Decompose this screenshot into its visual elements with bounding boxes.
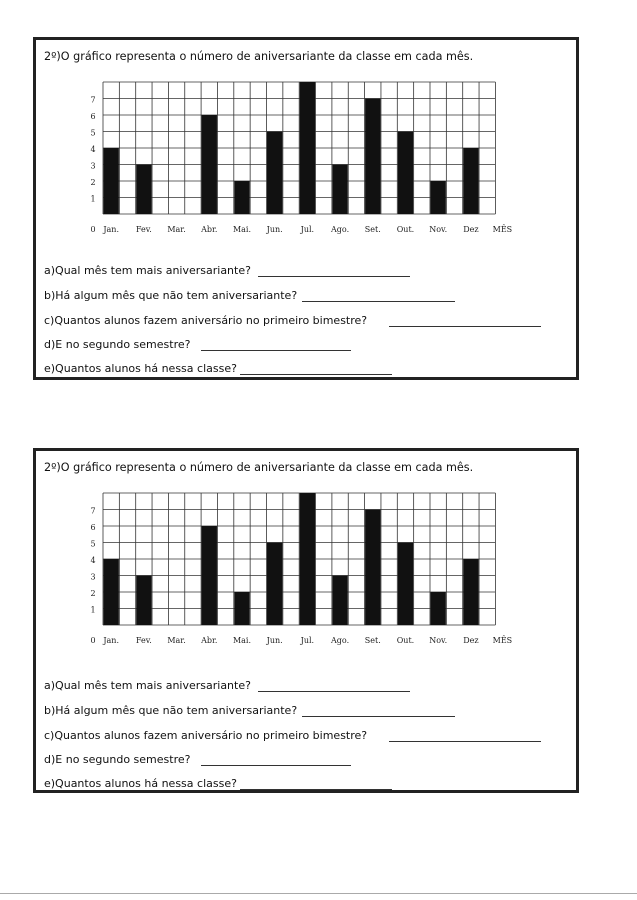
x-tick-label: Mai. [232, 636, 252, 645]
origin-label: 0 [90, 636, 96, 645]
y-tick-label: 4 [90, 145, 96, 154]
x-tick-label: Jun. [266, 636, 283, 645]
exercise-card-1 [33, 37, 579, 380]
x-tick-label: Jul. [300, 225, 315, 234]
exercise-card-2 [33, 448, 579, 793]
y-tick-label: 5 [90, 128, 96, 138]
bar-fev [136, 576, 151, 626]
page-bottom-rule [0, 893, 637, 894]
bar-dez [463, 148, 478, 214]
bar-jan [104, 148, 119, 214]
bar-nov [431, 181, 446, 214]
y-tick-label: 2 [90, 589, 96, 598]
bar-out [398, 543, 413, 626]
x-tick-label: Jan. [103, 225, 120, 234]
question-d: d)E no segundo semestre? [44, 338, 191, 351]
answer-line-e[interactable] [240, 374, 392, 375]
y-tick-label: 4 [90, 556, 96, 565]
exercise-title: 2º)O gráfico representa o número de aniversariante da classe em cada mês. [44, 50, 474, 63]
answer-line-a[interactable] [258, 276, 410, 277]
bar-dez [463, 559, 478, 625]
x-tick-label: Abr. [201, 225, 218, 234]
y-tick-label: 5 [90, 539, 96, 549]
y-tick-label: 7 [90, 95, 96, 105]
question-c: c)Quantos alunos fazem aniversário no primeiro bimestre? [44, 314, 368, 327]
x-tick-label: Fev. [135, 636, 152, 645]
bar-mai [234, 181, 249, 214]
question-e: e)Quantos alunos há nessa classe? [44, 362, 237, 375]
bar-ago [332, 576, 347, 626]
answer-line-c[interactable] [389, 741, 541, 742]
answer-line-d[interactable] [201, 765, 351, 766]
x-tick-label: Jan. [103, 636, 120, 645]
bar-nov [431, 592, 446, 625]
x-tick-label: Jul. [300, 636, 315, 645]
x-tick-label: Ago. [331, 225, 350, 234]
x-tick-label: Nov. [429, 636, 448, 645]
answer-line-e[interactable] [240, 789, 392, 790]
answer-line-a[interactable] [258, 691, 410, 692]
question-b: b)Há algum mês que não tem aniversariante? [44, 704, 298, 717]
answer-line-b[interactable] [302, 716, 455, 717]
y-tick-label: 3 [90, 161, 96, 171]
question-c: c)Quantos alunos fazem aniversário no primeiro bimestre? [44, 729, 368, 742]
x-tick-label: Set. [364, 636, 381, 645]
x-tick-label: Ago. [331, 636, 350, 645]
origin-label: 0 [90, 225, 96, 234]
bar-jun [267, 543, 282, 626]
question-b: b)Há algum mês que não tem aniversariante? [44, 289, 298, 302]
bar-out [398, 132, 413, 215]
x-tick-label: Fev. [135, 225, 152, 234]
bar-jul [300, 82, 315, 214]
y-tick-label: 6 [90, 523, 96, 532]
x-tick-label: Set. [364, 225, 381, 234]
x-tick-label: Jun. [266, 225, 283, 234]
y-tick-label: 1 [90, 194, 96, 204]
y-tick-label: 1 [90, 605, 96, 615]
question-e: e)Quantos alunos há nessa classe? [44, 777, 237, 790]
x-tick-label: Dez [463, 225, 479, 234]
bar-ago [332, 165, 347, 215]
birthday-bar-chart [36, 481, 576, 651]
bar-mai [234, 592, 249, 625]
question-a: a)Qual mês tem mais aniversariante? [44, 679, 251, 692]
bar-set [365, 510, 380, 626]
y-tick-label: 3 [90, 572, 96, 582]
bar-jul [300, 493, 315, 625]
x-tick-label: Mar. [167, 636, 186, 645]
answer-line-c[interactable] [389, 326, 541, 327]
answer-line-b[interactable] [302, 301, 455, 302]
x-tick-label: Mai. [232, 225, 252, 234]
question-a: a)Qual mês tem mais aniversariante? [44, 264, 251, 277]
x-axis-label: MÊS [492, 636, 513, 645]
y-tick-label: 7 [90, 506, 96, 516]
bar-abr [202, 115, 217, 214]
x-tick-label: Abr. [201, 636, 218, 645]
birthday-bar-chart [36, 70, 576, 240]
x-tick-label: Mar. [167, 225, 186, 234]
bar-set [365, 99, 380, 215]
bar-jan [104, 559, 119, 625]
y-tick-label: 6 [90, 112, 96, 121]
x-tick-label: Out. [396, 225, 415, 234]
bar-abr [202, 526, 217, 625]
x-axis-label: MÊS [492, 225, 513, 234]
answer-line-d[interactable] [201, 350, 351, 351]
y-tick-label: 2 [90, 178, 96, 187]
exercise-title: 2º)O gráfico representa o número de aniversariante da classe em cada mês. [44, 461, 474, 474]
x-tick-label: Nov. [429, 225, 448, 234]
x-tick-label: Out. [396, 636, 415, 645]
question-d: d)E no segundo semestre? [44, 753, 191, 766]
bar-fev [136, 165, 151, 215]
bar-jun [267, 132, 282, 215]
x-tick-label: Dez [463, 636, 479, 645]
